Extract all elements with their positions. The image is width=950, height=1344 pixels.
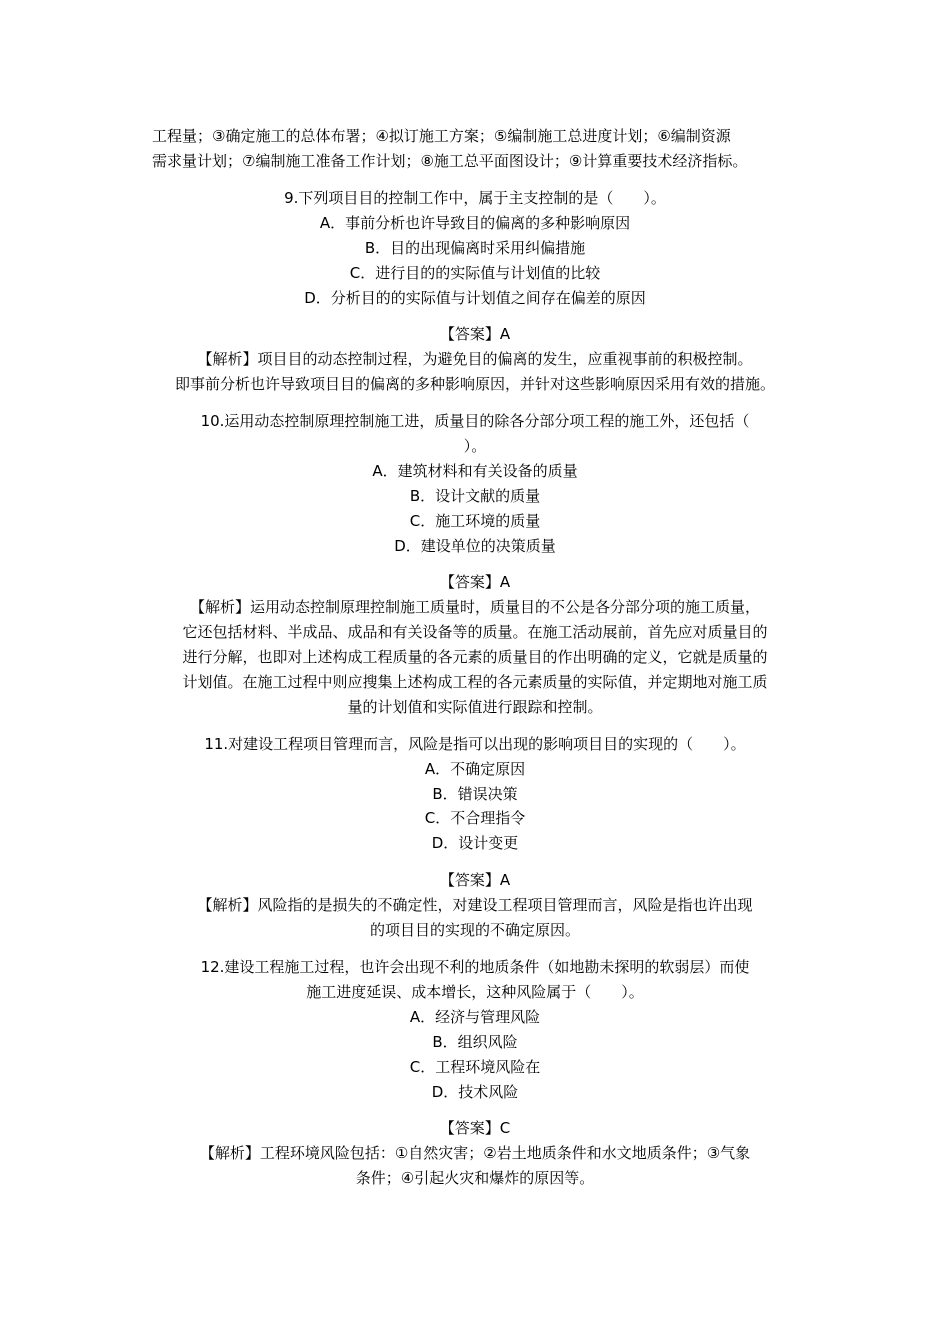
question-9-analysis-line-1: 【解析】项目目的动态控制过程，为避免目的偏离的发生，应重视事前的积极控制。 [197,350,753,368]
question-11-option-a: A．不确定原因 [424,760,526,778]
question-9-option-d: D．分析目的的实际值与计划值之间存在偏差的原因 [304,289,646,307]
question-12-option-b: B．组织风险 [432,1033,518,1051]
question-10-analysis-line-4: 计划值。在施工过程中则应搜集上述构成工程的各元素质量的实际值，并定期地对施工质 [182,673,768,691]
question-11-analysis-line-2: 的项目目的实现的不确定原因。 [369,921,580,939]
question-9-stem: 9.下列项目目的控制工作中，属于主支控制的是（ ）。 [284,189,666,207]
question-10-analysis-line-5: 量的计划值和实际值进行跟踪和控制。 [347,698,603,716]
question-10-option-d: D．建设单位的决策质量 [394,537,556,555]
question-11-analysis-line-1: 【解析】风险指的是损失的不确定性，对建设工程项目管理而言，风险是指也许出现 [197,896,753,914]
question-11-option-d: D．设计变更 [431,834,519,852]
question-12-analysis-line-1: 【解析】工程环境风险包括：①自然灾害；②岩土地质条件和水文地质条件；③气象 [199,1144,751,1162]
question-12-stem-line-1: 12.建设工程施工过程，也许会出现不利的地质条件（如地勘未探明的软弱层）而使 [200,958,750,976]
question-11-answer: 【答案】A [439,871,511,889]
question-10-option-a: A．建筑材料和有关设备的质量 [372,462,578,480]
question-10-option-c: C．施工环境的质量 [409,512,541,530]
question-12-answer: 【答案】C [439,1119,511,1137]
question-11-option-c: C．不合理指令 [424,809,526,827]
question-9-answer: 【答案】A [439,325,511,343]
question-9-option-b: B．目的出现偏离时采用纠偏措施 [364,239,586,257]
question-12-option-c: C．工程环境风险在 [409,1058,541,1076]
question-9-option-a: A．事前分析也许导致目的偏离的多种影响原因 [319,214,631,232]
question-11-option-b: B．错误决策 [432,785,518,803]
intro-text-line-2: 需求量计划；⑦编制施工准备工作计划；⑧施工总平面图设计；⑨计算重要技术经济指标。 [152,152,748,170]
question-10-stem-line-2: ）。 [463,437,487,455]
question-10-option-b: B．设计文献的质量 [409,487,541,505]
question-9-analysis-line-2: 即事前分析也许导致项目目的偏离的多种影响原因，并针对这些影响原因采用有效的措施。 [174,375,775,393]
question-10-answer: 【答案】A [439,573,511,591]
question-10-analysis-line-1: 【解析】运用动态控制原理控制施工质量时，质量目的不公是各分部分项的施工质量， [189,598,760,616]
question-12-option-a: A．经济与管理风险 [409,1008,541,1026]
question-12-analysis-line-2: 条件；④引起火灾和爆炸的原因等。 [355,1169,595,1187]
question-10-analysis-line-2: 它还包括材料、半成品、成品和有关设备等的质量。在施工活动展前，首先应对质量目的 [182,623,768,641]
question-12-option-d: D．技术风险 [431,1083,519,1101]
question-12-stem-line-2: 施工进度延误、成本增长，这种风险属于（ ）。 [306,983,644,1001]
question-9-option-c: C．进行目的的实际值与计划值的比较 [349,264,601,282]
question-10-analysis-line-3: 进行分解，也即对上述构成工程质量的各元素的质量目的作出明确的定义，它就是质量的 [182,648,768,666]
question-11-stem: 11.对建设工程项目管理而言，风险是指可以出现的影响项目目的实现的（ ）。 [204,735,746,753]
intro-text-line-1: 工程量；③确定施工的总体布署；④拟订施工方案；⑤编制施工总进度计划；⑥编制资源 [152,127,731,145]
question-10-stem-line-1: 10.运用动态控制原理控制施工进，质量目的除各分部分项工程的施工外，还包括（ [200,412,750,430]
